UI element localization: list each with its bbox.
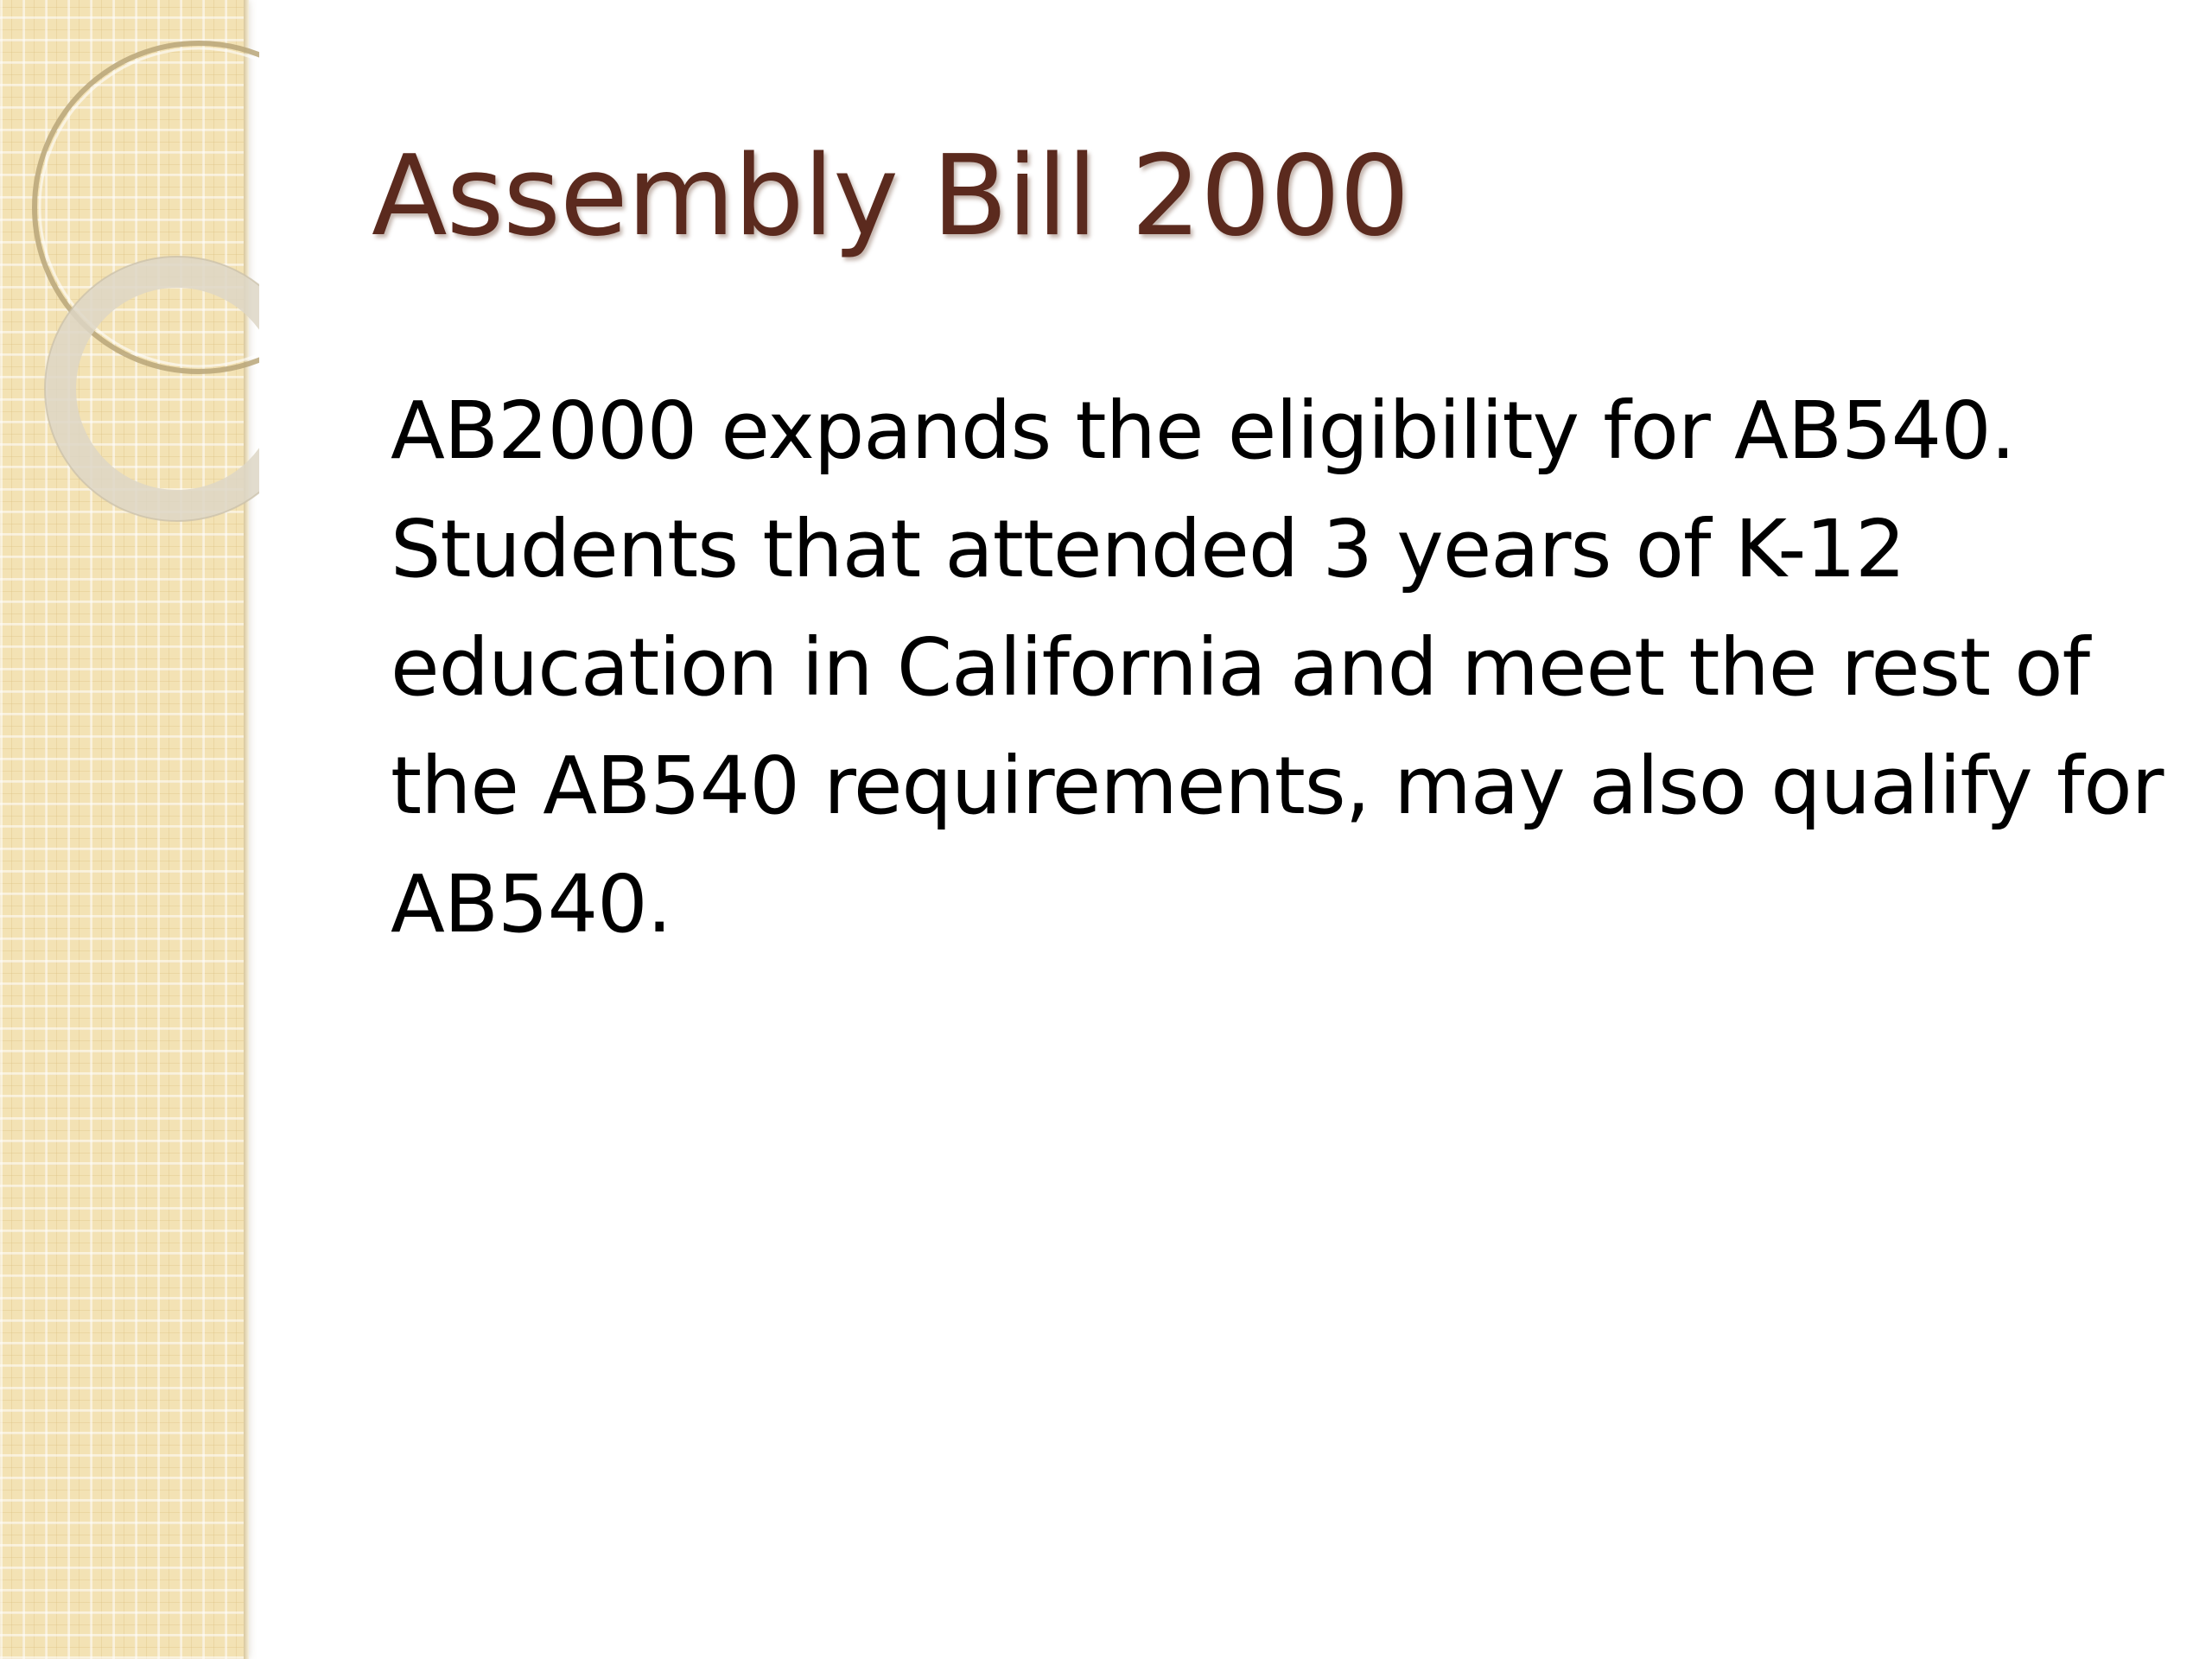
decorative-rings [0,0,259,553]
slide-body-text: AB2000 expands the eligibility for AB540. Students that attended 3 years of K-12 education in California and meet the rest of the AB540 requirements, may also qualify for AB540. [391,385,2164,950]
small-ring [60,272,259,505]
slide-title: Assembly Bill 2000 [372,132,1409,261]
